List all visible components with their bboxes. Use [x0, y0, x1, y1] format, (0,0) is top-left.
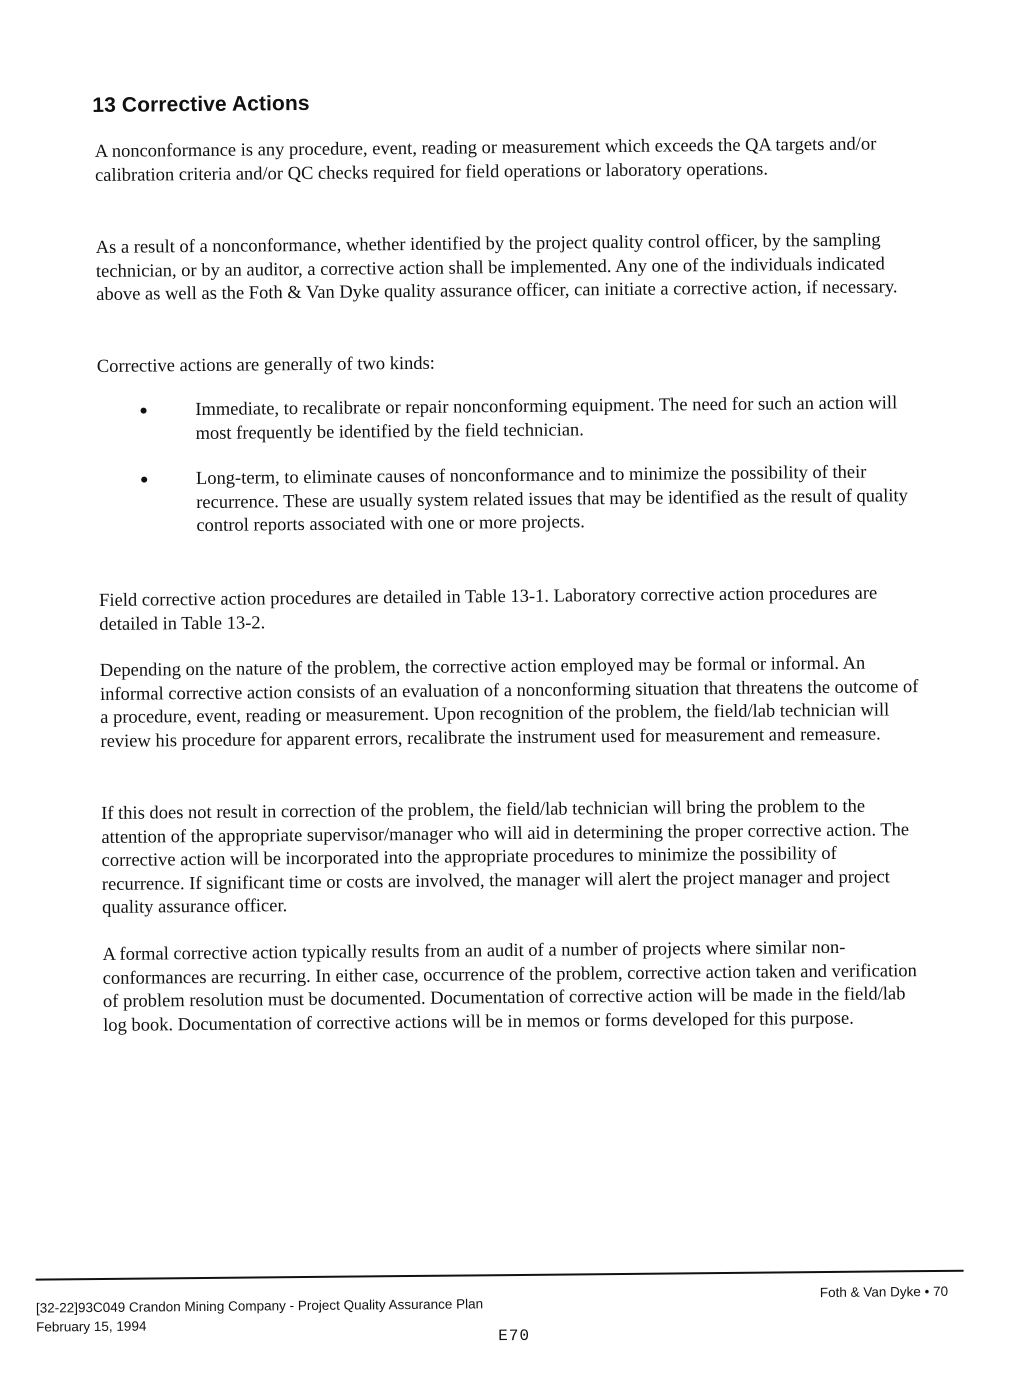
footer-company-page: Foth & Van Dyke • 70: [819, 1283, 949, 1301]
footer-divider: [36, 1270, 964, 1281]
footer-date: February 15, 1994: [36, 1318, 147, 1335]
list-item-text: Long-term, to eliminate causes of nonconformance and to minimize the possibility of their recurrence. These are usually system related issues that may be identified as the result of quality control reports associated with one or more projects.: [195, 462, 908, 537]
paragraph-nonconformance-result: As a result of a nonconformance, whether identified by the project quality control officer, by the sampling technician, or by an auditor, a corrective action shall be implemented. Any one of the individuals indicated above as well as the Foth & Van Dyke quality assurance officer, can initiate a corrective action, if necessary.: [95, 230, 898, 305]
paragraph-corrective-kinds: Corrective actions are generally of two kinds:: [96, 353, 435, 377]
section-heading: 13 Corrective Actions: [92, 91, 310, 118]
bullet-icon: ●: [139, 403, 148, 419]
corrective-kinds-list: [97, 392, 919, 561]
bullet-icon: ●: [139, 472, 149, 488]
list-item: [98, 461, 919, 539]
footer-document-info: [36, 1294, 484, 1336]
list-item: [97, 392, 917, 447]
paragraph-formal-action: A formal corrective action typically results from an audit of a number of projects where similar non-conformances are recurring. In either case, occurrence of the problem, corrective action taken and verification of problem resolution must be documented. Documentation of corrective action will be made in the field/lab log book. Documentation of corrective actions will be in memos or forms developed for this purpose.: [102, 937, 917, 1036]
paragraph-nonconformance-definition: A nonconformance is any procedure, event, reading or measurement which exceeds the QA targets and/or calibration criteria and/or QC checks required for field operations or laboratory operations.: [94, 134, 877, 186]
list-item-text: Immediate, to recalibrate or repair nonconforming equipment. The need for such an action will most frequently be identified by the field technician.: [195, 393, 898, 444]
paragraph-procedures-tables: Field corrective action procedures are detailed in Table 13-1. Laboratory corrective action procedures are detailed in Table 13-2.: [99, 583, 878, 635]
footer-document-line: [32-22]93C049 Crandon Mining Company - Project Quality Assurance Plan: [35, 1296, 484, 1316]
footer-page-code: E70: [498, 1326, 531, 1346]
paragraph-escalation: If this does not result in correction of the problem, the field/lab technician will bring the problem to the attention of the appropriate supervisor/manager who will aid in determining the proper corrective action. The corrective action will be incorporated into the appropriate procedures to minimize the possibility of recurrence. If significant time or costs are involved, the manager will alert the project manager and project quality assurance officer.: [101, 796, 910, 918]
paragraph-informal-action: Depending on the nature of the problem, the corrective action employed may be formal or informal. An informal corrective action consists of an evaluation of a nonconforming situation that threatens the outcome of a procedure, event, reading or measurement. Upon recognition of the problem, the field/lab technician will review his procedure for apparent errors, recalibrate the instrument used for measurement and remeasure.: [99, 653, 919, 752]
